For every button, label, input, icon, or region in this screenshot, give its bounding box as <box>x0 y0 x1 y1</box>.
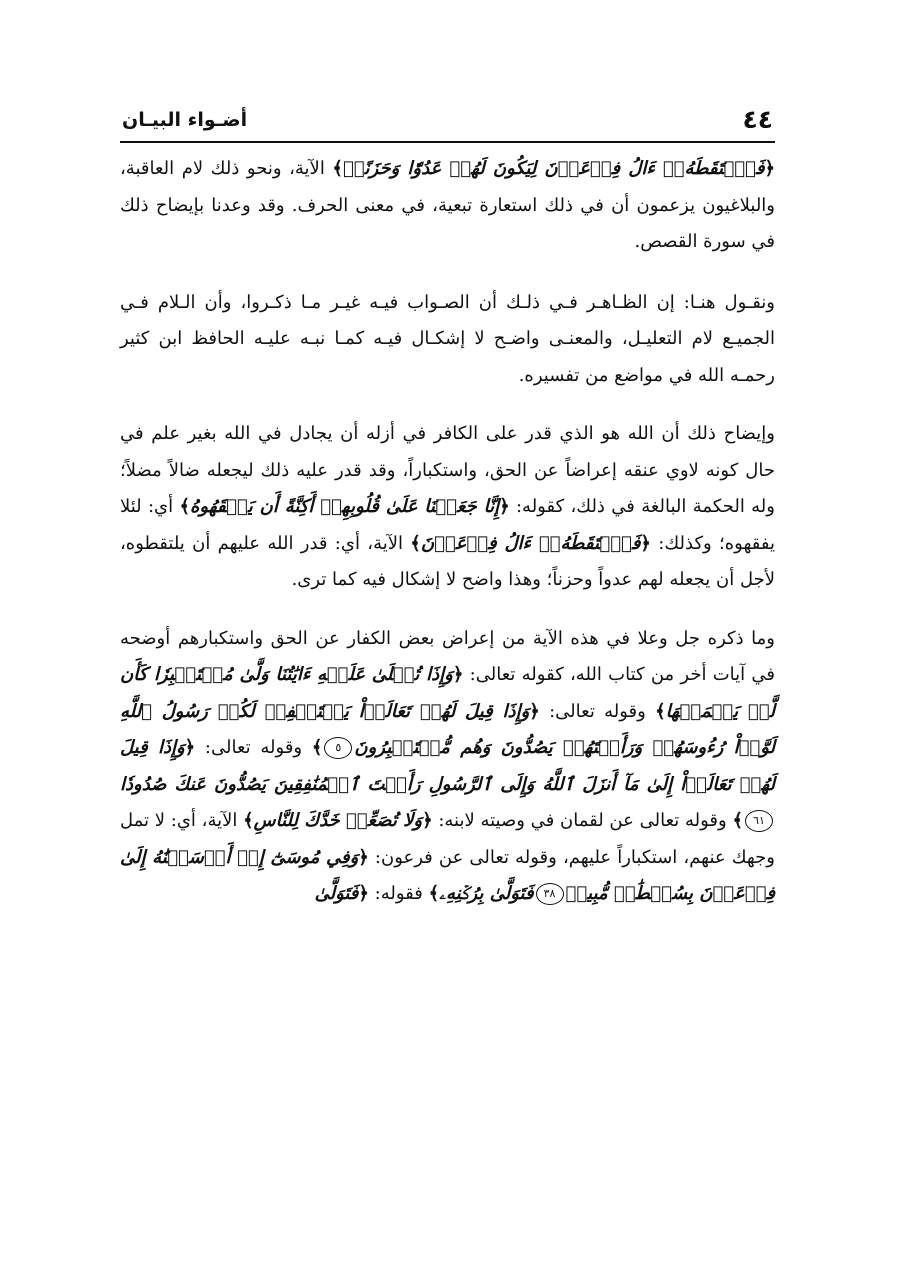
ayah-number-marker: ٥ <box>324 737 352 759</box>
verse-close-bracket: ﴾ <box>732 810 743 831</box>
commentary-text: ونقـول هنـا: إن الظـاهـر فـي ذلـك أن الصـواب فيـه غيـر مـا ذكـروا، وأن الـلام فـي الجميـع لام التعليـل، والمعنـى واضـح لا إشكـال فيـه كمـا نبـه عليـه الحافظ ابن كثير رحمـه الله في مواضع من تفسيره. <box>120 291 775 386</box>
commentary-text: فقوله: <box>368 883 429 904</box>
verse-open-bracket: ﴿ <box>764 158 775 179</box>
verse-close-bracket: ﴾ <box>410 532 421 554</box>
verse-open-bracket: ﴿ <box>452 664 464 685</box>
commentary-text: وإيضاح ذلك أن الله هو الذي قدر على الكافر في أزله أن يجادل في الله بغير علم في حال كونه لاوي عنقه إعراضاً عن الحق، واستكباراً، وقد قدر عليه ذلك ليجعله ضالاً مضلاً؛ وله الحكمة البالغة في ذلك، كقوله: <box>120 423 775 517</box>
quran-verse: فَتَوَلَّىٰ <box>314 883 359 904</box>
quran-verse: وَلَا تُصَعِّرۡ خَدَّكَ لِلنَّاسِ <box>253 810 423 831</box>
verse-open-bracket: ﴿ <box>499 496 510 517</box>
verse-close-bracket: ﴾ <box>179 496 190 517</box>
commentary-text: وقوله تعالى عن لقمان في وصيته لابنه: <box>432 810 733 831</box>
quran-verse: وَإِذَا قِيلَ لَهُمۡ تَعَالَوۡاْ يَسۡتَغۡفِرۡ لَكُمۡ رَسُولُ ٱللَّهِ لَوَّوۡاْ رُءُوسَهُمۡ وَرَأَيۡتَهُمۡ يَصُدُّونَ وَهُم مُّسۡتَكۡبِرُونَ <box>120 700 775 758</box>
commentary-text: الآية، ونحو ذلك لام العاقبة، والبلاغيون يزعمون أن في ذلك استعارة تبعية، في معنى الحرف. وقد وعدنا بإيضاح ذلك في سورة القصص. <box>120 158 775 252</box>
verse-close-bracket: ﴾ <box>332 158 343 179</box>
page-body <box>120 151 775 913</box>
quran-verse: وَإِذَا قِيلَ لَهُمۡ تَعَالَوۡاْ إِلَىٰ مَآ أَنزَلَ ٱللَّهُ وَإِلَى ٱلرَّسُولِ رَأَيۡتَ ٱلۡمُنَٰفِقِينَ يَصُدُّونَ عَنكَ صُدُودٗا <box>120 737 775 795</box>
quran-verse: وَفِي مُوسَىٰٓ إِذۡ أَرۡسَلۡنَٰهُ إِلَىٰ فِرۡعَوۡنَ بِسُلۡطَٰنٖ مُّبِينٖ <box>120 846 775 904</box>
verse-close-bracket: ﴾ <box>428 883 440 904</box>
page-header <box>120 105 775 143</box>
paragraph <box>120 621 775 913</box>
commentary-text: وما ذكره جل وعلا في هذه الآية من إعراض بعض الكفار عن الحق واستكبارهم أوضحه في آيات أخر من كتاب الله، كقوله تعالى: <box>120 627 775 685</box>
quran-verse: إِنَّا جَعَلۡنَا عَلَىٰ قُلُوبِهِمۡ أَكِنَّةً أَن يَفۡقَهُوهُ <box>190 496 500 517</box>
verse-open-bracket: ﴿ <box>184 737 196 758</box>
page-number: ٤٤ <box>742 105 773 134</box>
quran-verse: فَٱلۡتَقَطَهُۥٓ ءَالُ فِرۡعَوۡنَ لِيَكُونَ لَهُمۡ عَدُوّٗا وَحَزَنًاۗ <box>342 158 765 179</box>
verse-open-bracket: ﴿ <box>422 810 433 831</box>
ayah-number-marker: ٣٨ <box>536 883 564 905</box>
quran-verse: وَإِذَا تُتۡلَىٰ عَلَيۡهِ ءَايَٰتُنَا وَلَّىٰ مُسۡتَكۡبِرٗا كَأَن لَّمۡ يَسۡمَعۡهَا <box>120 664 775 722</box>
verse-open-bracket: ﴿ <box>358 846 369 868</box>
commentary-text: وقوله تعالى: <box>195 737 312 758</box>
book-page <box>120 105 775 935</box>
ayah-number-marker: ٦١ <box>745 810 773 832</box>
verse-open-bracket: ﴿ <box>358 883 369 904</box>
commentary-text: الآية، أي: قدر الله عليهم أن يلتقطوه، لأجل أن يجعله لهم عدواً وحزناً؛ وهذا واضح لا إشكال فيه كما ترى. <box>120 532 775 590</box>
verse-open-bracket: ﴿ <box>640 532 651 554</box>
commentary-text: وقوله تعالى: <box>539 700 656 722</box>
commentary-text: أي: لئلا يفقهوه؛ وكذلك: <box>120 496 775 554</box>
verse-open-bracket: ﴿ <box>529 700 540 722</box>
paragraph <box>120 151 775 261</box>
paragraph <box>120 285 775 395</box>
paragraph <box>120 416 775 599</box>
quran-verse: فَٱلۡتَقَطَهُۥٓ ءَالُ فِرۡعَوۡنَ <box>420 532 641 554</box>
commentary-text: الآية، أي: لا تمل وجهك عنهم، استكباراً عليهم، وقوله تعالى عن فرعون: <box>120 810 776 868</box>
verse-close-bracket: ﴾ <box>243 810 254 831</box>
quran-verse: فَتَوَلَّىٰ بِرُكۡنِهِۦ <box>439 883 534 904</box>
verse-close-bracket: ﴾ <box>655 700 666 722</box>
verse-close-bracket: ﴾ <box>311 737 323 758</box>
running-title: أضـواء البيـان <box>122 109 248 131</box>
